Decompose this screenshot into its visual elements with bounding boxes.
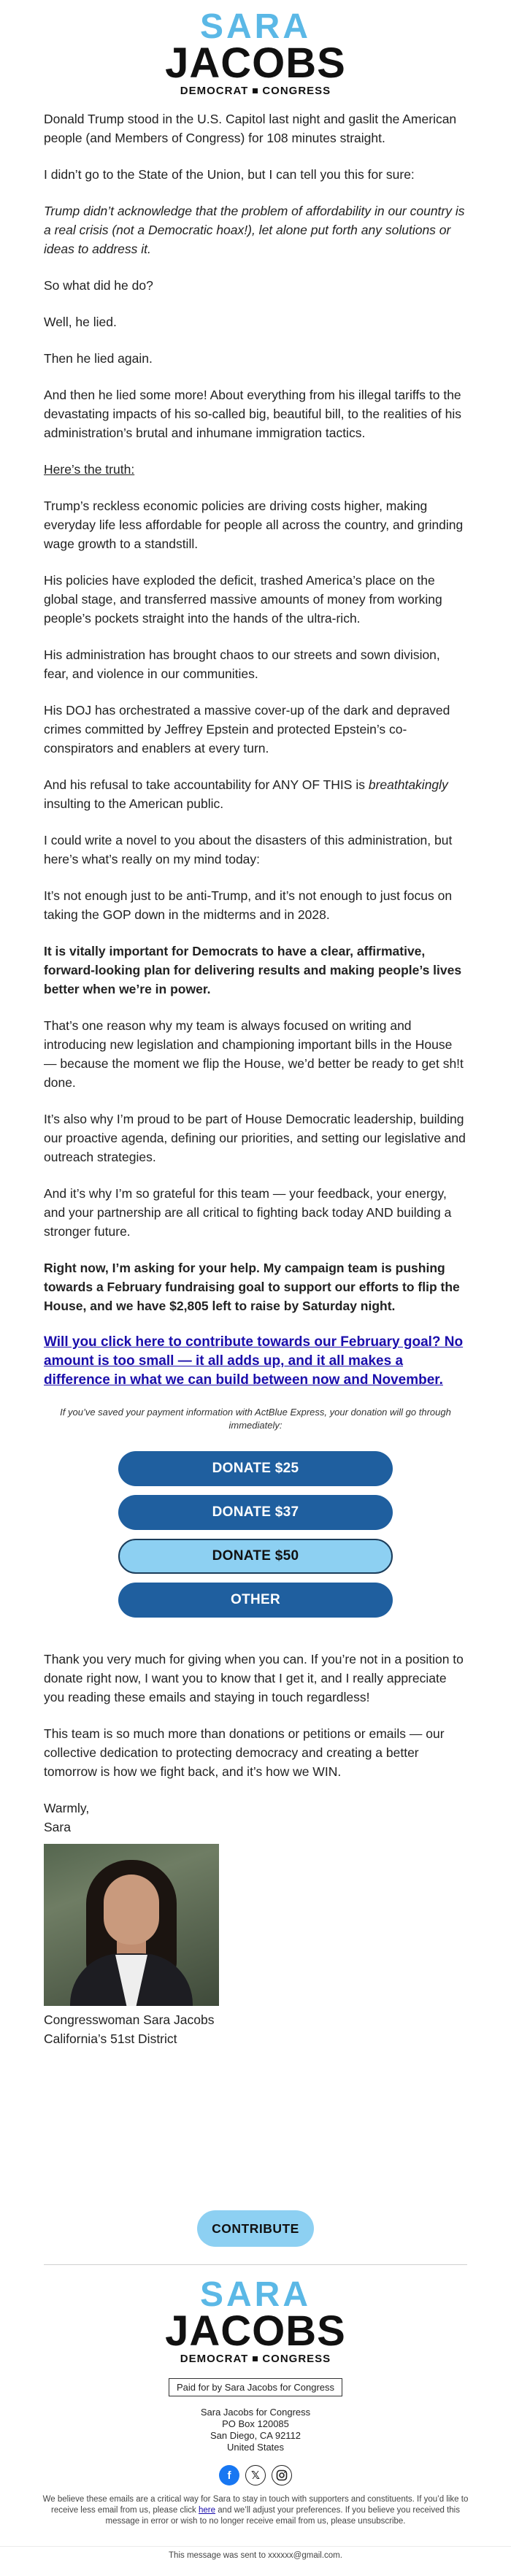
address-line: PO Box 120085: [222, 2418, 289, 2429]
footer-logo-sub-right: CONGRESS: [262, 2353, 331, 2365]
footer-logo: [0, 2272, 511, 2365]
body-paragraph: Donald Trump stood in the U.S. Capitol last night and gaslit the American people (and Members of Congress) for 108 minutes straight.: [44, 112, 457, 145]
donate-buttons: [44, 1451, 467, 1618]
body-paragraph: Then he lied again.: [44, 351, 153, 366]
emphasis-text: breathtakingly: [368, 777, 448, 792]
social-links: [0, 2465, 511, 2485]
footer: [0, 2265, 511, 2560]
logo-last-name: JACOBS: [165, 39, 346, 87]
donate-other-button[interactable]: OTHER: [118, 1583, 393, 1618]
section-heading: Here’s the truth:: [44, 462, 135, 477]
body-paragraph: So what did he do?: [44, 278, 153, 293]
body-paragraph: It’s also why I’m proud to be part of House Democratic leadership, building our proactive agenda, defining our priorities, and setting our legislative and outreach strategies.: [44, 1112, 466, 1164]
address-line: San Diego, CA 92112: [210, 2430, 301, 2441]
instagram-icon[interactable]: [272, 2465, 292, 2485]
email-preferences-note: [0, 2494, 511, 2527]
preferences-link[interactable]: here: [198, 2506, 216, 2515]
donate-37-button[interactable]: DONATE $37: [118, 1495, 393, 1530]
body-paragraph: [44, 775, 467, 813]
body-paragraph: His administration has brought chaos to our streets and sown division, fear, and violence in our communities.: [44, 647, 440, 681]
fine-text: We believe these emails are a critical way for Sara to stay in touch with supporters and constituents. If you’d like to receive less email from us, please click: [42, 2495, 469, 2515]
body-paragraph: His policies have exploded the deficit, trashed America’s place on the global stage, and transferred massive amounts of money from working people’s pockets straight into the hands of the ultra-rich.: [44, 573, 442, 626]
x-icon[interactable]: 𝕏: [245, 2465, 266, 2485]
body-paragraph: I could write a novel to you about the disasters of this administration, but here’s what’s really on my mind today:: [44, 833, 453, 866]
contribute-link[interactable]: Will you click here to contribute towards our February goal? No amount is too small — it all adds up, and it all makes a difference in what we can build between now and November.: [44, 1334, 464, 1388]
fine-text: and we’ll adjust your preferences. If you believe you received this message in error or wish to no longer receive email from us, please unsubscribe.: [105, 2506, 460, 2526]
facebook-icon[interactable]: f: [219, 2465, 239, 2485]
body-paragraph: I didn’t go to the State of the Union, but I can tell you this for sure:: [44, 167, 415, 182]
logo-separator-icon: [253, 88, 258, 93]
footer-logo-separator-icon: [253, 2356, 258, 2361]
actblue-disclaimer: If you’ve saved your payment information with ActBlue Express, your donation will go through immediately:: [60, 1407, 451, 1431]
signoff: Warmly,: [44, 1801, 90, 1815]
body-paragraph: Well, he lied.: [44, 315, 117, 329]
sent-to-notice: This message was sent to xxxxxx@gmail.com.: [0, 2546, 511, 2560]
donate-25-button[interactable]: DONATE $25: [118, 1451, 393, 1486]
paid-for-box: Paid for by Sara Jacobs for Congress: [169, 2378, 342, 2396]
body-paragraph: And then he lied some more! About everything from his illegal tariffs to the devastating impacts of his so-called big, beautiful bill, to the realities of his administration’s brutal and inhumane immigration tactics.: [44, 388, 461, 440]
contribute-button[interactable]: CONTRIBUTE: [197, 2210, 314, 2247]
portrait-face: [104, 1875, 159, 1945]
header-logo: [0, 0, 511, 109]
donate-50-button[interactable]: DONATE $50: [118, 1539, 393, 1574]
email-body: [0, 109, 511, 2048]
address-line: United States: [226, 2442, 285, 2453]
logo-sub-left: DEMOCRAT: [180, 85, 249, 97]
closing-paragraph: This team is so much more than donations or petitions or emails — our collective dedication to protecting democracy and creating a better tomorrow is how we fight back, and it’s how we WIN.: [44, 1726, 445, 1779]
body-paragraph: His DOJ has orchestrated a massive cover-up of the dark and depraved crimes committed by Jeffrey Epstein and protected Epstein’s co-conspirators and enablers at every turn.: [44, 703, 450, 756]
logo-first-name: SARA: [199, 7, 311, 46]
body-paragraph: It’s not enough just to be anti-Trump, and it’s not enough to just focus on taking the GOP down in the midterms and in 2028.: [44, 888, 453, 922]
body-paragraph: And it’s why I’m so grateful for this team — your feedback, your energy, and your partnership are all critical to fighting back today AND building a stronger future.: [44, 1186, 452, 1239]
footer-logo-last-name: JACOBS: [165, 2307, 346, 2355]
logo-sub-right: CONGRESS: [262, 85, 331, 97]
body-paragraph-italic: Trump didn’t acknowledge that the problem of affordability in our country is a real crisis (not a Democratic hoax!), let alone put forth any solutions or ideas to address it.: [44, 204, 465, 256]
caption-name: Congresswoman Sara Jacobs: [44, 2012, 215, 2027]
mailing-address: [0, 2407, 511, 2453]
portrait-photo: [44, 1844, 219, 2006]
caption-district: California’s 51st District: [44, 2031, 177, 2046]
contribute-row: [0, 2210, 511, 2247]
body-paragraph: That’s one reason why my team is always focused on writing and introducing new legislation and championing important bills in the House — because the moment we flip the House, we’d better be ready to get sh!t done.: [44, 1018, 464, 1090]
address-line: Sara Jacobs for Congress: [200, 2407, 311, 2418]
body-paragraph-bold: It is vitally important for Democrats to have a clear, affirmative, forward-looking plan for delivering results and making people’s lives better when we’re in power.: [44, 944, 462, 996]
signature: Sara: [44, 1820, 71, 1834]
closing-paragraph: Thank you very much for giving when you can. If you’re not in a position to donate right now, I want you to know that I get it, and I really appreciate you reading these emails and staying in touch regardless!: [44, 1652, 464, 1704]
text-span: insulting to the American public.: [44, 796, 224, 811]
text-span: And his refusal to take accountability for ANY OF THIS is: [44, 777, 369, 792]
footer-logo-first-name: SARA: [199, 2275, 311, 2314]
footer-logo-sub-left: DEMOCRAT: [180, 2353, 249, 2365]
body-paragraph-bold: Right now, I’m asking for your help. My campaign team is pushing towards a February fundraising goal to support our efforts to flip the House, and we have $2,805 left to raise by Saturday night.: [44, 1261, 460, 1313]
body-paragraph: Trump’s reckless economic policies are driving costs higher, making everyday life less affordable for people all across the country, and grinding wage growth to a standstill.: [44, 499, 464, 551]
